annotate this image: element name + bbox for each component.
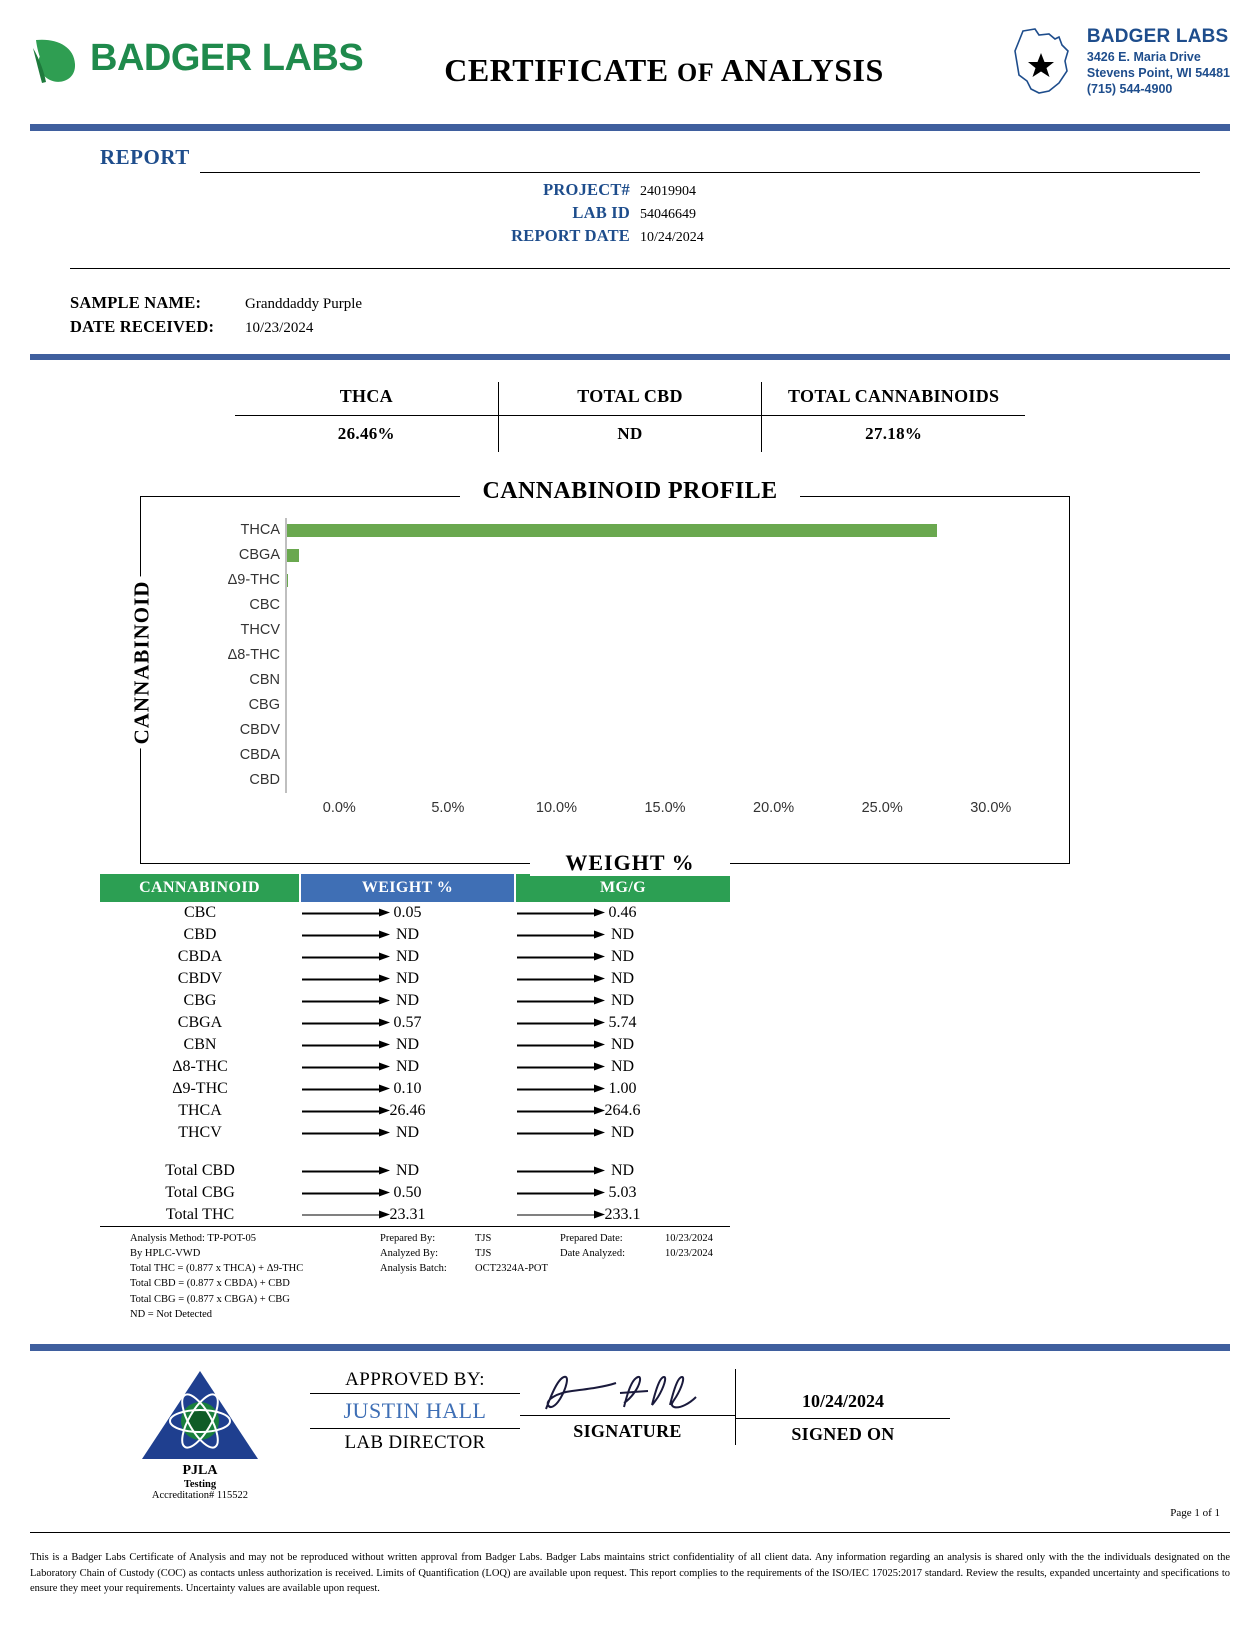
arrow-icon (302, 1107, 390, 1116)
cannabinoid-results-table (30, 874, 1230, 1227)
table-row (100, 946, 730, 968)
x-tick-0: 0.0% (322, 800, 356, 817)
arrow-icon (517, 1107, 605, 1116)
meta-row-project (30, 179, 1230, 202)
x-tick-3: 15.0% (644, 800, 686, 817)
prepared-date-value: 10/23/2024 (665, 1232, 713, 1244)
x-tick-6: 30.0% (970, 800, 1012, 817)
x-tick-5: 25.0% (861, 800, 903, 817)
signed-on-date: 10/24/2024 (736, 1369, 950, 1419)
arrow-icon (517, 1189, 605, 1198)
pjla-accreditation-number: Accreditation# 115522 (151, 1489, 249, 1501)
cat-label-cbdv: CBDV (239, 722, 280, 739)
cell-mgg: ND (515, 1122, 730, 1144)
pjla-accreditation-block (120, 1369, 280, 1501)
cat-label-d9thc: Δ9-THC (227, 572, 280, 589)
arrow-icon (517, 1210, 605, 1219)
arrow-icon (302, 1129, 390, 1138)
sample-name-row (70, 291, 1260, 316)
cell-weight: ND (300, 1034, 515, 1056)
arrow-icon (517, 1041, 605, 1050)
arrow-icon (302, 1019, 390, 1028)
cell-mgg: ND (515, 946, 730, 968)
arrow-icon (302, 1189, 390, 1198)
analysis-batch-value: OCT2324A-POT (475, 1263, 548, 1275)
summary-table (30, 382, 1230, 452)
cat-label-cbd: CBD (249, 772, 280, 789)
approval-section (30, 1369, 1230, 1501)
cell-mgg: ND (515, 990, 730, 1012)
summary-value-row (235, 416, 1025, 452)
cell-weight: ND (300, 946, 515, 968)
chart-title: CANNABINOID PROFILE (460, 478, 800, 505)
date-received-row (70, 315, 1260, 340)
approved-by-label: APPROVED BY: (310, 1369, 520, 1394)
lab-address-block (1005, 25, 1230, 99)
cell-weight: ND (300, 968, 515, 990)
arrow-icon (302, 953, 390, 962)
cell-weight: ND (300, 1122, 515, 1144)
prepared-by-value: TJS (475, 1232, 492, 1244)
table-row (100, 1034, 730, 1056)
arrow-icon (302, 997, 390, 1006)
report-section (0, 131, 1260, 248)
cat-label-cbn: CBN (249, 672, 280, 689)
lab-name: BADGER LABS (1086, 26, 1229, 47)
table-row (100, 1100, 730, 1122)
cell-mgg: 1.00 (515, 1078, 730, 1100)
analysis-footnotes (30, 1231, 1230, 1322)
footnote-total-cbg: Total CBG = (0.877 x CBGA) + CBG (130, 1293, 290, 1305)
cat-label-cbga: CBGA (238, 547, 280, 564)
cell-mgg: ND (515, 924, 730, 946)
summary-header-thca: THCA (235, 382, 498, 416)
cell-weight: ND (300, 990, 515, 1012)
bar-row-d9thc (285, 568, 1045, 593)
signature-image (520, 1369, 735, 1415)
cat-label-cbda: CBDA (239, 747, 280, 764)
table-row (100, 1078, 730, 1100)
cell-mgg: ND (515, 1056, 730, 1078)
title-certificate: CERTIFICATE (444, 52, 669, 88)
report-section-label: REPORT (100, 145, 190, 169)
bar-row-cbd (285, 768, 1045, 793)
cat-label-cbg: CBG (248, 697, 280, 714)
bar-thca (285, 524, 937, 537)
cell-name: CBG (183, 992, 217, 1010)
summary-value-total-cannabinoids: 27.18% (761, 416, 1025, 452)
cell-weight: 0.10 (300, 1078, 515, 1100)
summary-value-total-cbd: ND (498, 416, 762, 452)
date-received-value: 10/23/2024 (245, 320, 314, 337)
cell-mgg: ND (515, 968, 730, 990)
chart-y-axis-label: CANNABINOID (128, 577, 157, 749)
footnote-total-cbd: Total CBD = (0.877 x CBDA) + CBD (130, 1278, 290, 1290)
project-value: 24019904 (640, 184, 696, 199)
cell-mgg: ND (515, 1034, 730, 1056)
report-date-label: REPORT DATE (511, 225, 630, 245)
cell-name: CBD (183, 926, 217, 944)
prepared-by-label: Prepared By: (380, 1232, 436, 1244)
footnote-total-thc: Total THC = (0.877 x THCA) + Δ9-THC (130, 1263, 304, 1275)
pjla-name: PJLA (182, 1462, 218, 1478)
x-tick-2: 10.0% (535, 800, 577, 817)
footnote-batch-row (380, 1261, 760, 1276)
lab-id-value: 54046649 (640, 206, 696, 222)
x-tick-4: 20.0% (753, 800, 795, 817)
analyzed-by-value: TJS (475, 1247, 492, 1259)
footnote-analyzed-row (380, 1246, 760, 1261)
signed-on-block (735, 1369, 950, 1445)
arrow-icon (517, 975, 605, 984)
date-received-label: DATE RECEIVED: (70, 317, 215, 337)
meta-row-report-date (30, 225, 1230, 248)
arrow-icon (517, 1167, 605, 1176)
cat-label-thcv: THCV (240, 622, 280, 639)
arrow-icon (302, 1063, 390, 1072)
cell-weight: 23.31 (300, 1204, 515, 1226)
cell-name: THCV (178, 1124, 222, 1142)
cat-label-cbc: CBC (249, 597, 280, 614)
cell-weight: 26.46 (300, 1100, 515, 1122)
arrow-icon (517, 1063, 605, 1072)
arrow-icon (517, 909, 605, 918)
pjla-sub: Testing (183, 1478, 217, 1490)
summary-header-total-cannabinoids: TOTAL CANNABINOIDS (761, 382, 1025, 416)
report-underline (200, 172, 1200, 173)
sample-name-label: SAMPLE NAME: (70, 292, 202, 312)
cell-mgg: 264.6 (515, 1100, 730, 1122)
table-row (100, 1056, 730, 1078)
table-row (100, 1122, 730, 1144)
footnote-instrument: By HPLC-VWD (130, 1247, 201, 1259)
lab-phone: (715) 544-4900 (1086, 82, 1173, 97)
bar-row-cbdv (285, 718, 1045, 743)
lab-director-name: JUSTIN HALL (310, 1394, 520, 1429)
chart-y-axis-line (285, 518, 287, 793)
table-row (100, 968, 730, 990)
arrow-icon (517, 1129, 605, 1138)
bar-row-cbn (285, 668, 1045, 693)
title-analysis: ANALYSIS (720, 52, 884, 88)
footnote-nd: ND = Not Detected (130, 1308, 213, 1320)
cell-name: CBN (183, 1036, 217, 1054)
chart-x-axis-label: WEIGHT % (530, 850, 730, 876)
approved-by-block (310, 1369, 520, 1454)
report-meta-list (30, 179, 1230, 248)
sample-name-value: Granddaddy Purple (245, 295, 363, 312)
table-row (100, 924, 730, 946)
cell-weight: ND (300, 1056, 515, 1078)
th-mgg: MG/G (515, 874, 730, 902)
address-line-2: Stevens Point, WI 54481 (1086, 66, 1230, 81)
sample-info (0, 291, 1260, 341)
arrow-icon (302, 931, 390, 940)
chart-category-labels (150, 518, 280, 793)
cell-mgg: 233.1 (515, 1204, 730, 1226)
cell-mgg: 5.03 (515, 1182, 730, 1204)
bar-row-cbda (285, 743, 1045, 768)
footer-divider (30, 1532, 1230, 1533)
lab-id-label: LAB ID (572, 202, 630, 222)
title-of: OF (677, 58, 715, 87)
cell-name: Δ9-THC (172, 1080, 228, 1098)
bar-row-cbga (285, 543, 1045, 568)
x-tick-1: 5.0% (431, 800, 465, 817)
address-line-1: 3426 E. Maria Drive (1086, 50, 1201, 65)
table-row (100, 1012, 730, 1034)
arrow-icon (517, 1019, 605, 1028)
signature-block (520, 1369, 735, 1442)
cell-weight: 0.05 (300, 902, 515, 924)
pjla-logo-icon (140, 1369, 260, 1461)
report-date-value: 10/24/2024 (640, 229, 704, 245)
cell-name: Total THC (100, 1204, 300, 1226)
arrow-icon (302, 1041, 390, 1050)
arrow-icon (302, 975, 390, 984)
th-cannabinoid: CANNABINOID (100, 874, 300, 902)
page-header (0, 0, 1260, 120)
brand-name: BADGER LABS (90, 36, 364, 79)
date-analyzed-label: Date Analyzed: (560, 1247, 626, 1259)
bar-row-cbg (285, 693, 1045, 718)
cell-name: Total CBG (165, 1184, 235, 1202)
cell-name: CBC (183, 904, 216, 922)
arrow-icon (302, 1167, 390, 1176)
summary-divider (30, 354, 1230, 360)
table-spacer-row (100, 1144, 730, 1160)
footer-disclaimer: This is a Badger Labs Certificate of Analysis and may not be reproduced without written approval from Badger Labs. Badger Labs maintains strict confidentiality of all client data. Any information regarding an analysis is shared only with the the individuals designated on the Laboratory Chain of Custody (COC) as contacts unless authorization is received. Limits of Quantification (LOQ) are available upon request. This report complies to the requirements of the ISO/IEC 17025:2017 standard. Review the results, expanded uncertainty and specifications to ensure they meet your requirements. Uncertainty values are available upon request. (30, 1551, 1230, 1595)
summary-header-row (235, 382, 1025, 416)
cell-weight: 0.50 (300, 1182, 515, 1204)
arrow-icon (517, 931, 605, 940)
table-row (100, 902, 730, 924)
arrow-icon (302, 1210, 390, 1219)
cell-weight: ND (300, 924, 515, 946)
footnote-method: Analysis Method: TP-POT-05 (130, 1232, 257, 1244)
cell-weight: ND (300, 1160, 515, 1182)
cell-weight: 0.57 (300, 1012, 515, 1034)
page-title (444, 52, 884, 89)
bar-cbga (285, 549, 299, 562)
cell-mgg: ND (515, 1160, 730, 1182)
approval-divider (30, 1344, 1230, 1351)
table-total-row (100, 1160, 730, 1182)
cell-name: Total CBD (165, 1162, 235, 1180)
chart-plot-area (285, 518, 1045, 793)
table-header-row (100, 874, 730, 902)
cell-name: CBDA (177, 948, 223, 966)
signature-label: SIGNATURE (573, 1420, 682, 1441)
lab-director-title: LAB DIRECTOR (344, 1431, 486, 1453)
cell-name: CBGA (177, 1014, 223, 1032)
arrow-icon (302, 1085, 390, 1094)
cat-label-thca: THCA (240, 522, 280, 539)
page-number: Page 1 of 1 (1170, 1507, 1220, 1519)
leaf-icon (30, 30, 80, 86)
project-label: PROJECT# (543, 180, 630, 199)
summary-header-total-cbd: TOTAL CBD (498, 382, 762, 416)
sample-divider (70, 268, 1230, 269)
arrow-icon (517, 953, 605, 962)
table-total-row (100, 1204, 730, 1226)
bar-row-d8thc (285, 643, 1045, 668)
arrow-icon (517, 1085, 605, 1094)
footnote-prepared-row (380, 1231, 760, 1246)
table-row (100, 990, 730, 1012)
arrow-icon (302, 909, 390, 918)
signed-on-label: SIGNED ON (791, 1423, 895, 1444)
bar-row-thcv (285, 618, 1045, 643)
brand-logo (30, 30, 363, 86)
th-weight-percent: WEIGHT % (300, 874, 515, 902)
cell-mgg: 5.74 (515, 1012, 730, 1034)
cat-label-d8thc: Δ8-THC (227, 647, 280, 664)
meta-row-lab-id (30, 202, 1230, 225)
prepared-date-label: Prepared Date: (560, 1232, 623, 1244)
bar-row-thca (285, 518, 1045, 543)
cannabinoid-profile-chart (30, 478, 1230, 876)
header-divider (30, 124, 1230, 131)
analyzed-by-label: Analyzed By: (380, 1247, 439, 1259)
summary-value-thca: 26.46% (337, 424, 395, 444)
chart-x-ticks (285, 800, 1045, 816)
cell-name: Δ8-THC (172, 1058, 228, 1076)
cell-name: CBDV (177, 970, 223, 988)
analysis-batch-label: Analysis Batch: (380, 1263, 447, 1275)
cell-mgg: 0.46 (515, 902, 730, 924)
cell-name: THCA (178, 1102, 222, 1120)
table-total-row (100, 1182, 730, 1204)
bar-row-cbc (285, 593, 1045, 618)
arrow-icon (517, 997, 605, 1006)
date-analyzed-value: 10/23/2024 (665, 1247, 713, 1259)
wisconsin-map-icon (1005, 25, 1079, 99)
